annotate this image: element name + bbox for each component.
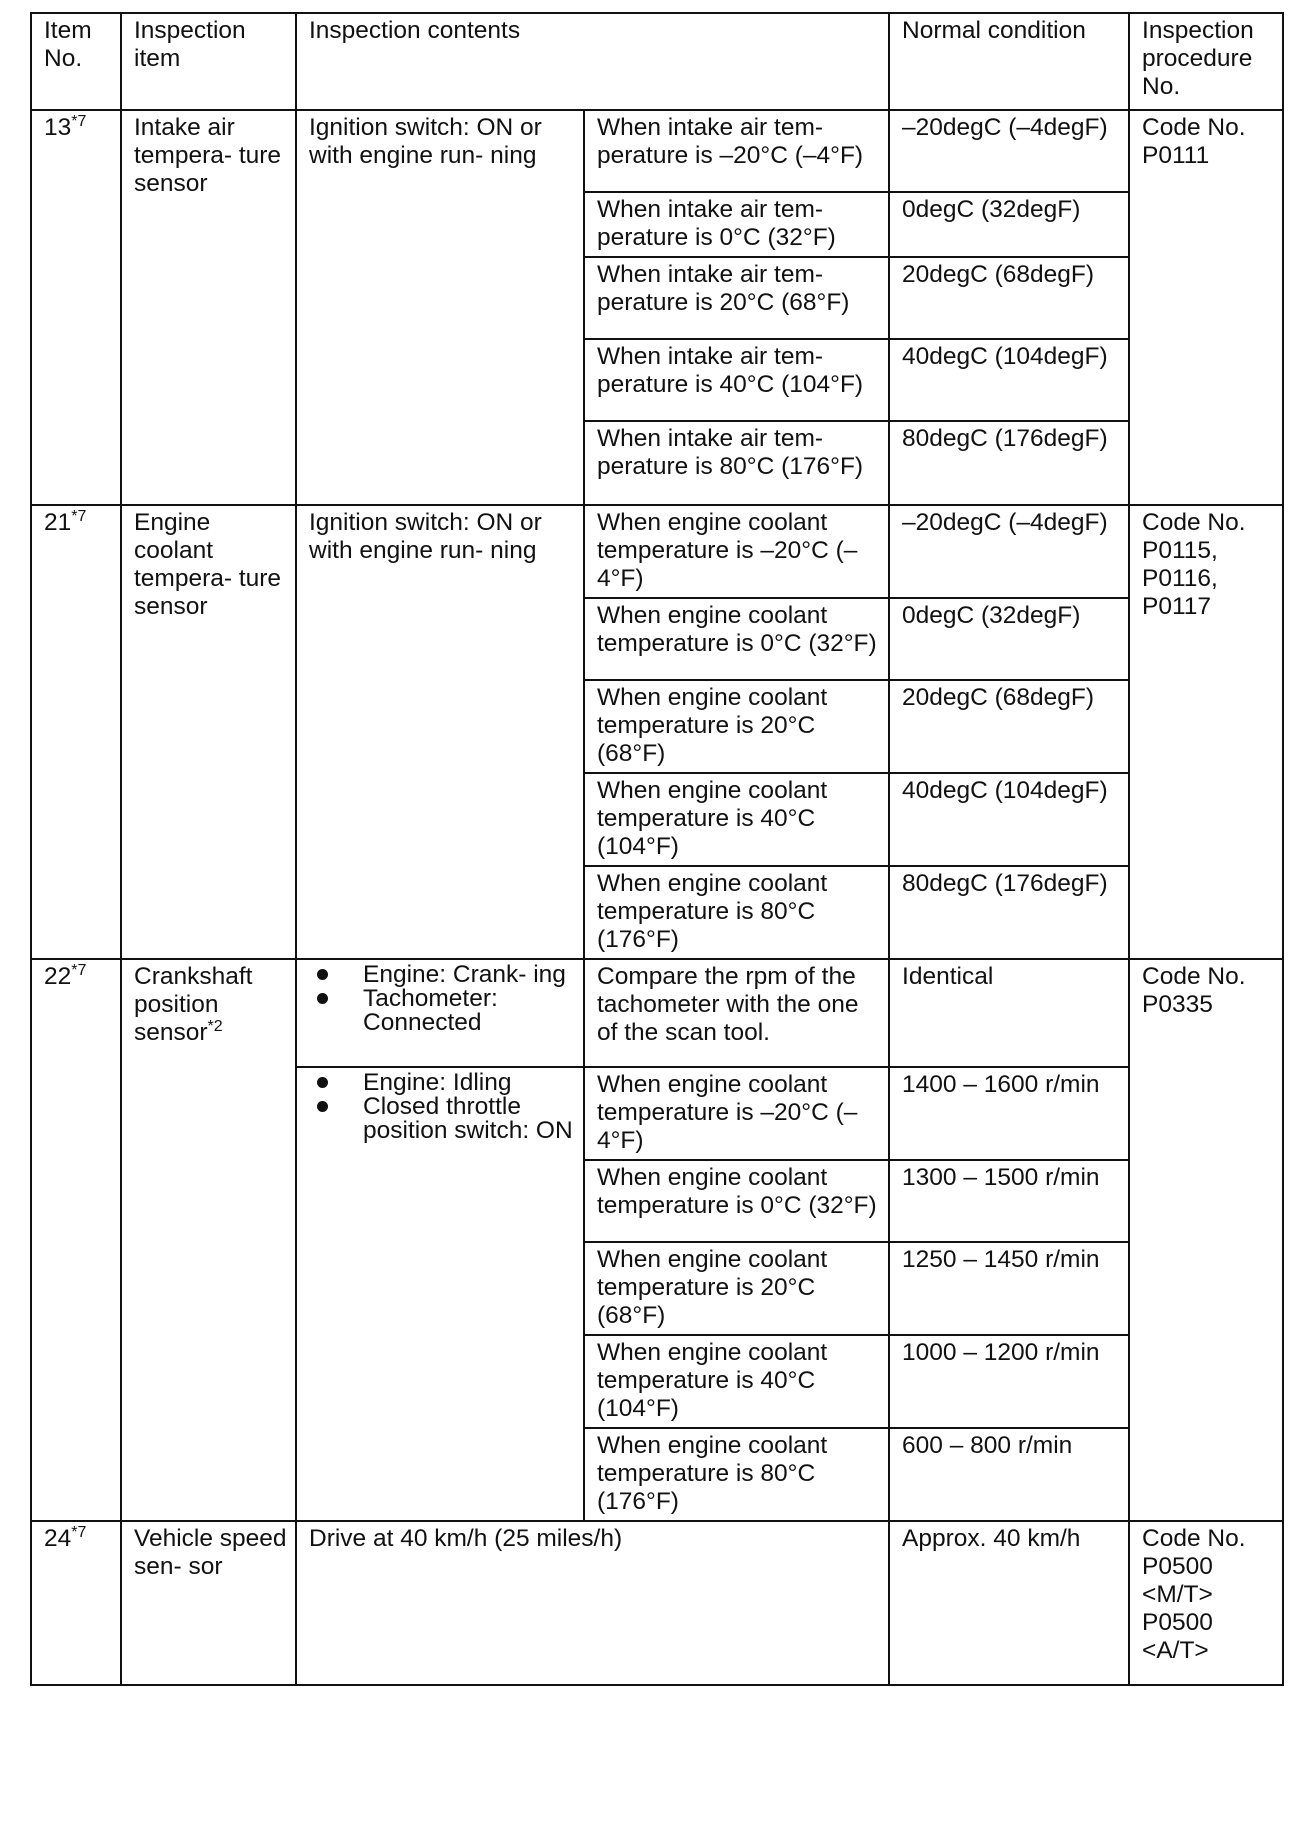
when-cell: When intake air tem- perature is 40°C (104°F) — [584, 339, 889, 421]
normal-cell: 1400 – 1600 r/min — [889, 1067, 1129, 1160]
header-inspection-contents: Inspection contents — [296, 13, 889, 110]
when-cell: When intake air tem- perature is 80°C (176°F) — [584, 421, 889, 505]
when-cell: When engine coolant temperature is 20°C (68°F) — [584, 680, 889, 773]
normal-cell: 20degC (68degF) — [889, 680, 1129, 773]
condition-bullet: Tachometer: Connected — [309, 987, 575, 1035]
condition-cell: Ignition switch: ON or with engine run- ning — [296, 110, 584, 505]
condition-bullet: Closed throttle position switch: ON — [309, 1095, 575, 1143]
inspection-item-cell — [121, 959, 296, 1521]
condition-bullet: Engine: Idling — [309, 1071, 575, 1095]
item-no: 24 — [44, 1525, 72, 1552]
procedure-line: Code No. — [1142, 1525, 1246, 1552]
procedure-line: P0500 — [1142, 1609, 1213, 1636]
normal-cell: 20degC (68degF) — [889, 257, 1129, 339]
when-cell: When engine coolant temperature is 20°C (68°F) — [584, 1242, 889, 1335]
condition-cell — [296, 1067, 584, 1521]
normal-cell: 1250 – 1450 r/min — [889, 1242, 1129, 1335]
procedure-cell: Code No. P0115, P0116, P0117 — [1129, 505, 1283, 959]
procedure-cell: Code No. P0111 — [1129, 110, 1283, 505]
normal-cell: 80degC (176degF) — [889, 421, 1129, 505]
footnote-mark: *7 — [71, 962, 87, 979]
item-no-cell — [31, 959, 121, 1521]
when-cell: When engine coolant temperature is –20°C (–4°F) — [584, 1067, 889, 1160]
when-cell: When engine coolant temperature is 80°C (176°F) — [584, 1428, 889, 1521]
footnote-mark: *7 — [71, 508, 87, 525]
when-cell: When intake air tem- perature is –20°C (–4°F) — [584, 110, 889, 192]
inspection-item-label: Crankshaft position sensor — [134, 963, 253, 1046]
item-no: 22 — [44, 963, 72, 990]
when-cell: When intake air tem- perature is 0°C (32°F) — [584, 192, 889, 257]
table-row — [31, 959, 1283, 1067]
condition-cell: Ignition switch: ON or with engine run- ning — [296, 505, 584, 959]
normal-cell: –20degC (–4degF) — [889, 505, 1129, 598]
normal-cell: Approx. 40 km/h — [889, 1521, 1129, 1685]
table-row — [31, 1521, 1283, 1685]
procedure-cell: Code No. P0335 — [1129, 959, 1283, 1521]
when-cell: When intake air tem- perature is 20°C (68°F) — [584, 257, 889, 339]
normal-cell: –20degC (–4degF) — [889, 110, 1129, 192]
normal-cell: 40degC (104degF) — [889, 773, 1129, 866]
item-no-cell — [31, 505, 121, 959]
when-cell: When engine coolant temperature is 40°C (104°F) — [584, 1335, 889, 1428]
normal-cell: 600 – 800 r/min — [889, 1428, 1129, 1521]
header-inspection-item: Inspection item — [121, 13, 296, 110]
inspection-table — [30, 12, 1284, 1686]
when-cell: When engine coolant temperature is 0°C (32°F) — [584, 1160, 889, 1242]
normal-cell: 0degC (32degF) — [889, 192, 1129, 257]
when-cell: When engine coolant temperature is 40°C (104°F) — [584, 773, 889, 866]
header-procedure-no: Inspection procedure No. — [1129, 13, 1283, 110]
condition-list — [309, 1071, 575, 1143]
footnote-mark: *7 — [71, 113, 87, 130]
normal-cell: 1000 – 1200 r/min — [889, 1335, 1129, 1428]
item-no-cell — [31, 1521, 121, 1685]
inspection-item-cell: Engine coolant tempera- ture sensor — [121, 505, 296, 959]
condition-bullet: Engine: Crank- ing — [309, 963, 575, 987]
condition-cell — [296, 959, 584, 1067]
when-cell: Compare the rpm of the tachometer with the one of the scan tool. — [584, 959, 889, 1067]
normal-cell: 80degC (176degF) — [889, 866, 1129, 959]
inspection-item-cell: Intake air tempera- ture sensor — [121, 110, 296, 505]
item-no-cell — [31, 110, 121, 505]
normal-cell: Identical — [889, 959, 1129, 1067]
inspection-item-cell: Vehicle speed sen- sor — [121, 1521, 296, 1685]
procedure-cell — [1129, 1521, 1283, 1685]
item-no: 21 — [44, 509, 72, 536]
procedure-line: P0500 — [1142, 1553, 1213, 1580]
when-cell: When engine coolant temperature is 80°C (176°F) — [584, 866, 889, 959]
footnote-mark: *2 — [207, 1018, 223, 1035]
table-row — [31, 110, 1283, 192]
procedure-line: <M/T> — [1142, 1581, 1213, 1608]
when-cell: When engine coolant temperature is 0°C (32°F) — [584, 598, 889, 680]
table-row — [31, 505, 1283, 598]
item-no: 13 — [44, 114, 72, 141]
contents-cell: Drive at 40 km/h (25 miles/h) — [296, 1521, 889, 1685]
condition-list — [309, 963, 575, 1035]
footnote-mark: *7 — [71, 1524, 87, 1541]
header-normal-condition: Normal condition — [889, 13, 1129, 110]
when-cell: When engine coolant temperature is –20°C (–4°F) — [584, 505, 889, 598]
header-item-no: Item No. — [31, 13, 121, 110]
procedure-line: <A/T> — [1142, 1637, 1209, 1664]
normal-cell: 1300 – 1500 r/min — [889, 1160, 1129, 1242]
normal-cell: 0degC (32degF) — [889, 598, 1129, 680]
normal-cell: 40degC (104degF) — [889, 339, 1129, 421]
header-row — [31, 13, 1283, 110]
